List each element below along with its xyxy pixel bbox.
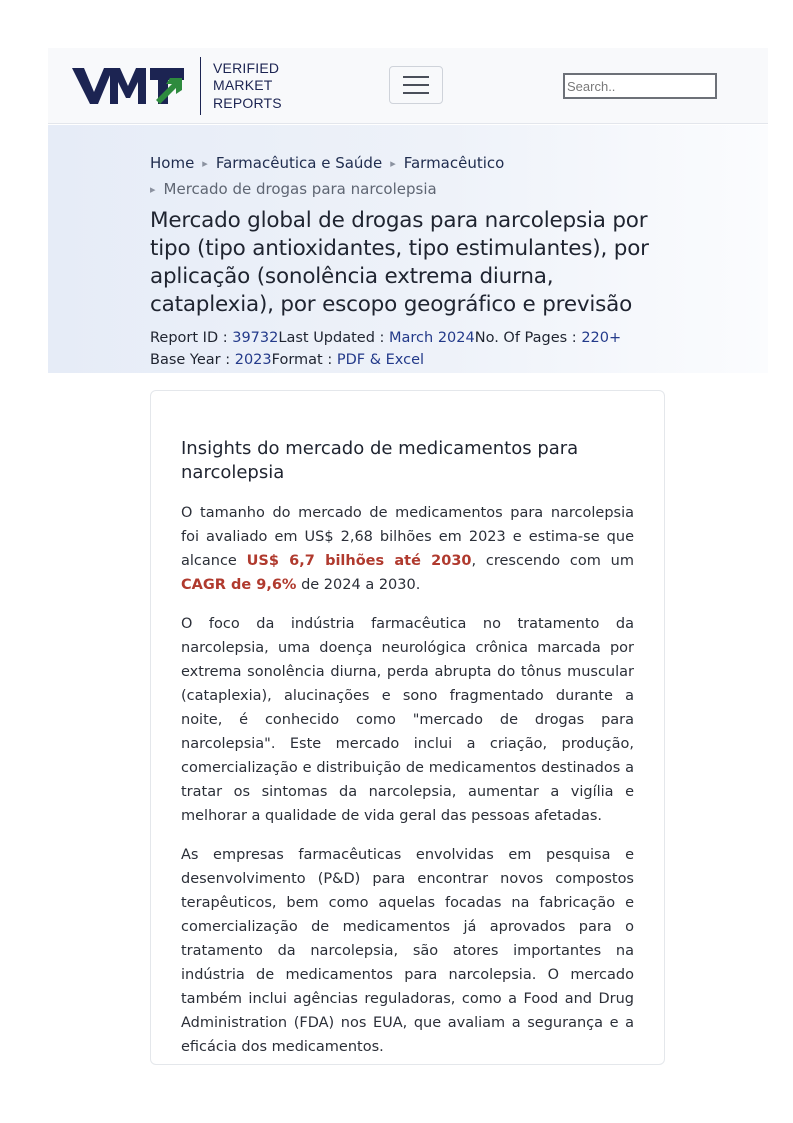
insights-heading: Insights do mercado de medicamentos para narcolepsia	[181, 438, 579, 483]
format-value: PDF & Excel	[336, 352, 425, 368]
p1-text-pre: O tamanho do mercado de medicamentos para narcolepsia foi avaliado em US$ 2,68 bilhões em 2023 e estima-se que alcance	[181, 505, 634, 569]
insights-paragraph-3: As empresas farmacêuticas envolvidas em pesquisa e desenvolvimento (P&D) para encontrar novos compostos terapêuticos, bem como aquelas focadas na fabricação e comercialização de medicamentos já aprovados para o tratamento da narcolepsia, são atores importantes na indústria de medicamentos para narcolepsia. O mercado também inclui agências reguladoras, como a Food and Drug Administration (FDA) nos EUA, que avaliam a segurança e a eficácia dos medicamentos.	[181, 847, 634, 1055]
logo-divider	[200, 57, 201, 115]
last-updated-value: March 2024	[389, 330, 475, 346]
insights-paragraph-2: O foco da indústria farmacêutica no tratamento da narcolepsia, uma doença neurológica crônica marcada por extrema sonolência diurna, perda abrupta do tônus muscular (cataplexia), alucinações e sono fragmentado durante a noite, é conhecido como "mercado de drogas para narcolepsia". Este mercado inclui a criação, produção, comercialização e distribuição de medicamentos destinados a tratar os sintomas da narcolepsia, aumentar a vigília e melhorar a qualidade de vida geral das pessoas afetadas.	[181, 616, 634, 824]
market-size-highlight: US$ 6,7 bilhões até 2030	[246, 553, 472, 569]
vmr-logo-mark-icon	[72, 66, 186, 106]
menu-bar-icon	[403, 92, 429, 94]
chevron-right-icon: ▸	[390, 157, 396, 170]
breadcrumb-home[interactable]: Home	[150, 154, 195, 172]
breadcrumb	[150, 151, 670, 203]
logo-line-verified: VERIFIED	[213, 59, 280, 76]
p1-text-mid: , crescendo com um	[471, 553, 634, 569]
breadcrumb-pharmaceutical[interactable]: Farmacêutico	[403, 154, 505, 172]
site-header	[48, 48, 768, 124]
search-input[interactable]	[563, 73, 717, 99]
pages-label: No. Of Pages :	[474, 330, 582, 346]
logo-line-market: MARKET	[213, 77, 273, 94]
base-year-value: 2023	[234, 352, 272, 368]
report-id-value: 39732	[232, 330, 279, 346]
cagr-highlight: CAGR de 9,6%	[181, 577, 297, 593]
menu-bar-icon	[403, 84, 429, 86]
chevron-right-icon: ▸	[150, 183, 156, 196]
format-label: Format :	[271, 352, 337, 368]
report-meta	[150, 327, 621, 371]
last-updated-label: Last Updated :	[278, 330, 390, 346]
insights-body	[181, 501, 634, 1074]
breadcrumb-pharma-health[interactable]: Farmacêutica e Saúde	[215, 154, 383, 172]
menu-bar-icon	[403, 76, 429, 78]
insights-card	[150, 390, 665, 1065]
report-hero	[48, 125, 768, 373]
report-title: Mercado global de drogas para narcolepsia por tipo (tipo antioxidantes, tipo estimulantes), por aplicação (sonolência extrema diurna, cataplexia), por escopo geográfico e previsão	[150, 208, 649, 317]
report-id-label: Report ID :	[150, 330, 233, 346]
hamburger-menu-button[interactable]	[389, 66, 443, 104]
logo-line-reports: REPORTS	[213, 94, 282, 111]
insights-paragraph-1	[181, 501, 634, 597]
p1-text-post: de 2024 a 2030.	[296, 577, 421, 593]
chevron-right-icon: ▸	[202, 157, 208, 170]
meta-row-2	[150, 349, 621, 371]
base-year-label: Base Year :	[150, 352, 235, 368]
meta-row-1	[150, 327, 621, 349]
pages-value: 220+	[581, 330, 622, 346]
logo-wordmark	[213, 60, 282, 113]
breadcrumb-current: Mercado de drogas para narcolepsia	[163, 180, 437, 198]
vmr-logo[interactable]	[72, 58, 282, 114]
